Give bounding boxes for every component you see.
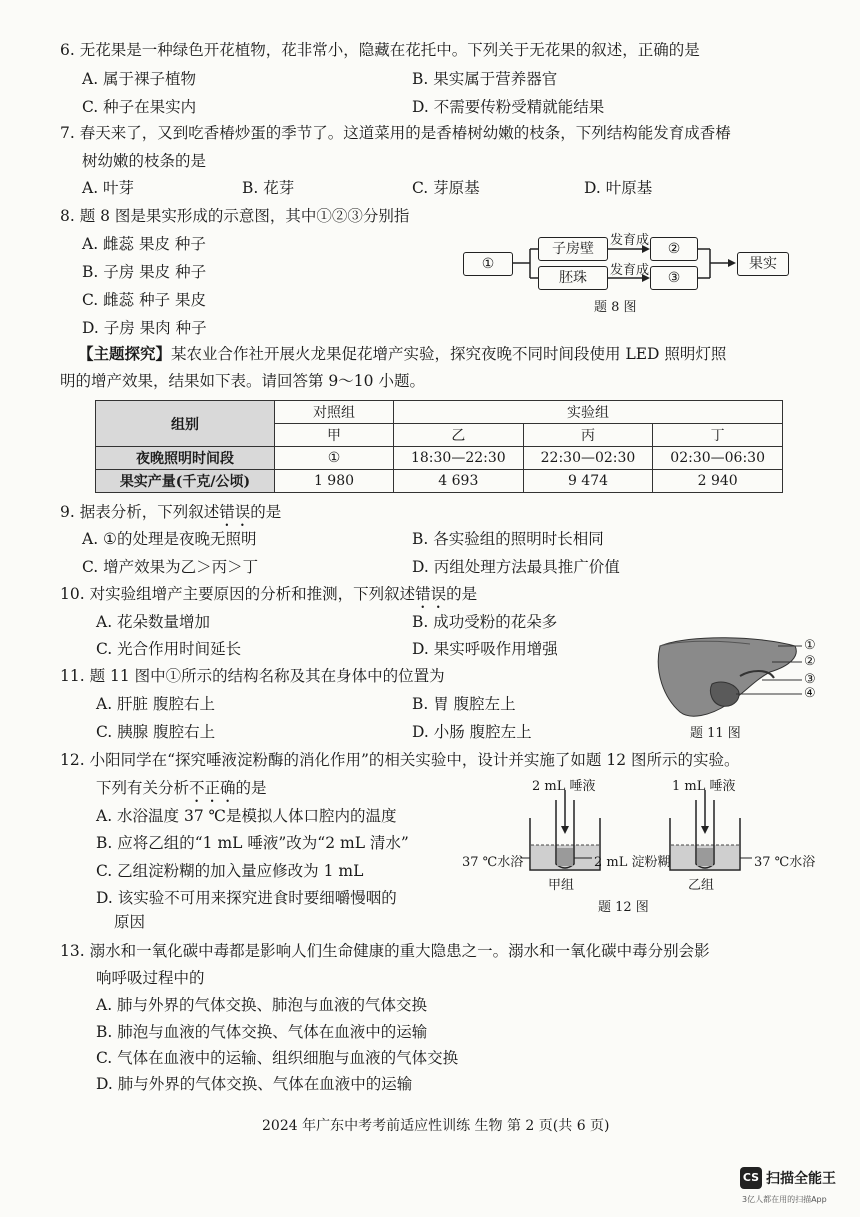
q12-stem-line2 bbox=[96, 777, 267, 806]
camscanner-logo-icon: CS bbox=[740, 1167, 762, 1189]
q13-stem-line2: 响呼吸过程中的 bbox=[96, 969, 205, 987]
q11-option-c: C. 胰腺 腹腔右上 bbox=[96, 723, 216, 741]
q12-stem-pre: 下列有关分析 bbox=[96, 779, 190, 797]
table-header-yi: 乙 bbox=[394, 424, 524, 447]
table-header-group: 组别 bbox=[96, 401, 275, 447]
q9-option-c: C. 增产效果为乙＞丙＞丁 bbox=[82, 558, 259, 576]
q12-group-b: 乙组 bbox=[688, 878, 715, 893]
experiment-table bbox=[95, 400, 783, 493]
table-cell: 22:30—02:30 bbox=[523, 447, 653, 470]
q7-stem-line2: 树幼嫩的枝条的是 bbox=[82, 152, 207, 170]
q12-option-d-line2: 原因 bbox=[114, 913, 146, 931]
q8-figure-caption: 题 8 图 bbox=[594, 300, 637, 315]
q8-develop-label-1: 发育成 bbox=[610, 233, 650, 248]
q10-option-c: C. 光合作用时间延长 bbox=[96, 640, 242, 658]
q8-node-fruit: 果实 bbox=[737, 252, 789, 276]
q10-option-a: A. 花朵数量增加 bbox=[96, 613, 211, 631]
table-cell: 1 980 bbox=[275, 470, 394, 493]
q8-node-1: ① bbox=[463, 252, 513, 276]
q9-stem-pre: 9. 据表分析，下列叙述 bbox=[60, 503, 220, 521]
q10-stem-emphasis: 错误 bbox=[415, 585, 447, 603]
q7-option-c: C. 芽原基 bbox=[412, 179, 480, 197]
q11-option-b: B. 胃 腹腔左上 bbox=[412, 695, 516, 713]
q10-stem-pre: 10. 对实验组增产主要原因的分析和推测，下列叙述 bbox=[60, 585, 416, 603]
theme-tag: 【主题探究】 bbox=[78, 344, 172, 363]
theme-text-1: 某农业合作社开展火龙果促花增产实验，探究夜晚不同时间段使用 LED 照明灯照 bbox=[171, 345, 727, 363]
q6-option-b: B. 果实属于营养器官 bbox=[412, 70, 558, 88]
q12-option-c: C. 乙组淀粉糊的加入量应修改为 1 mL bbox=[96, 862, 364, 880]
q6-option-a: A. 属于裸子植物 bbox=[82, 70, 197, 88]
table-row-label: 夜晚照明时间段 bbox=[96, 447, 275, 470]
table-cell: 9 474 bbox=[523, 470, 653, 493]
q6-stem: 6. 无花果是一种绿色开花植物，花非常小，隐藏在花托中。下列关于无花果的叙述，正确的是 bbox=[60, 41, 700, 59]
q11-stem: 11. 题 11 图中①所示的结构名称及其在身体中的位置为 bbox=[60, 667, 445, 685]
q11-label-3: ③ bbox=[804, 672, 816, 687]
q9-stem-emphasis: 错误 bbox=[219, 503, 251, 521]
q8-node-ovule: 胚珠 bbox=[538, 266, 608, 290]
watermark-name: 扫描全能王 bbox=[766, 1171, 836, 1187]
q13-stem-line1: 13. 溺水和一氧化碳中毒都是影响人们生命健康的重大隐患之一。溺水和一氧化碳中毒分别会影 bbox=[60, 942, 710, 960]
q8-option-b: B. 子房 果皮 种子 bbox=[82, 263, 207, 281]
q10-option-b: B. 成功受粉的花朵多 bbox=[412, 613, 558, 631]
q8-option-a: A. 雌蕊 果皮 种子 bbox=[82, 235, 206, 253]
q12-stem-post: 的是 bbox=[235, 779, 267, 797]
table-cell: 02:30—06:30 bbox=[653, 447, 783, 470]
table-row bbox=[96, 470, 783, 493]
q11-label-1: ① bbox=[804, 638, 816, 653]
q12-bath-right: 37 ℃水浴 bbox=[754, 855, 816, 870]
table-cell: 4 693 bbox=[394, 470, 524, 493]
table-cell: 18:30—22:30 bbox=[394, 447, 524, 470]
q12-saliva-a: 2 mL 唾液 bbox=[532, 779, 596, 794]
q7-stem-line1: 7. 春天来了，又到吃香椿炒蛋的季节了。这道菜用的是香椿树幼嫩的枝条，下列结构能发育成香椿 bbox=[60, 124, 731, 142]
q9-option-a: A. ①的处理是夜晚无照明 bbox=[82, 530, 257, 548]
q11-label-4: ④ bbox=[804, 686, 816, 701]
q8-node-ovary-wall: 子房壁 bbox=[538, 237, 608, 261]
q12-option-b: B. 应将乙组的“1 mL 唾液”改为“2 mL 清水” bbox=[96, 834, 409, 852]
q10-stem-post: 的是 bbox=[446, 585, 478, 603]
q7-option-b: B. 花芽 bbox=[242, 179, 295, 197]
q12-stem-emphasis: 不正确 bbox=[189, 779, 236, 797]
table-row bbox=[96, 447, 783, 470]
table-header-jia: 甲 bbox=[275, 424, 394, 447]
q11-label-2: ② bbox=[804, 654, 816, 669]
table-cell: ① bbox=[275, 447, 394, 470]
q9-stem-post: 的是 bbox=[250, 503, 282, 521]
q6-option-c: C. 种子在果实内 bbox=[82, 98, 197, 116]
q12-option-a: A. 水浴温度 37 ℃是模拟人体口腔内的温度 bbox=[96, 807, 397, 825]
q12-group-a: 甲组 bbox=[548, 878, 575, 893]
q10-stem bbox=[60, 583, 477, 612]
q8-node-3: ③ bbox=[650, 266, 698, 290]
table-cell: 2 940 bbox=[653, 470, 783, 493]
q9-stem bbox=[60, 501, 281, 530]
liver-illustration bbox=[650, 632, 830, 724]
q12-starch: 2 mL 淀粉糊 bbox=[594, 855, 671, 870]
q11-option-a: A. 肝脏 腹腔右上 bbox=[96, 695, 215, 713]
page-footer: 2024 年广东中考考前适应性训练 生物 第 2 页(共 6 页) bbox=[262, 1118, 610, 1134]
q13-option-d: D. 肺与外界的气体交换、气体在血液中的运输 bbox=[96, 1075, 413, 1093]
q8-option-c: C. 雌蕊 种子 果皮 bbox=[82, 291, 207, 309]
table-header-experiment: 实验组 bbox=[394, 401, 783, 424]
q12-figure-caption: 题 12 图 bbox=[598, 900, 649, 915]
table-header-control: 对照组 bbox=[275, 401, 394, 424]
q8-stem: 8. 题 8 图是果实形成的示意图，其中①②③分别指 bbox=[60, 207, 410, 225]
table-header-bing: 丙 bbox=[523, 424, 653, 447]
q8-node-2: ② bbox=[650, 237, 698, 261]
q13-option-b: B. 肺泡与血液的气体交换、气体在血液中的运输 bbox=[96, 1023, 428, 1041]
q13-option-c: C. 气体在血液中的运输、组织细胞与血液的气体交换 bbox=[96, 1049, 459, 1067]
q11-option-d: D. 小肠 腹腔左上 bbox=[412, 723, 532, 741]
q6-option-d: D. 不需要传粉受精就能结果 bbox=[412, 98, 605, 116]
q12-saliva-b: 1 mL 唾液 bbox=[672, 779, 736, 794]
q12-option-d-line1: D. 该实验不可用来探究进食时要细嚼慢咽的 bbox=[96, 889, 397, 907]
q7-option-a: A. 叶芽 bbox=[82, 179, 135, 197]
q8-develop-label-2: 发育成 bbox=[610, 263, 650, 278]
q9-option-b: B. 各实验组的照明时长相同 bbox=[412, 530, 604, 548]
watermark-tagline: 3亿人都在用的扫描App bbox=[742, 1195, 827, 1204]
q8-option-d: D. 子房 果肉 种子 bbox=[82, 319, 207, 337]
q7-option-d: D. 叶原基 bbox=[584, 179, 653, 197]
q12-bath-left: 37 ℃水浴 bbox=[462, 855, 524, 870]
q11-figure-caption: 题 11 图 bbox=[690, 726, 741, 741]
theme-intro-line1 bbox=[78, 343, 726, 365]
theme-intro-line2: 明的增产效果，结果如下表。请回答第 9～10 小题。 bbox=[60, 372, 425, 390]
table-row-label: 果实产量(千克/公顷) bbox=[96, 470, 275, 493]
q13-option-a: A. 肺与外界的气体交换、肺泡与血液的气体交换 bbox=[96, 996, 428, 1014]
q12-stem-line1: 12. 小阳同学在“探究唾液淀粉酶的消化作用”的相关实验中，设计并实施了如题 12 图所示的实验。 bbox=[60, 751, 740, 769]
q10-option-d: D. 果实呼吸作用增强 bbox=[412, 640, 558, 658]
q9-option-d: D. 丙组处理方法最具推广价值 bbox=[412, 558, 620, 576]
table-header-ding: 丁 bbox=[653, 424, 783, 447]
